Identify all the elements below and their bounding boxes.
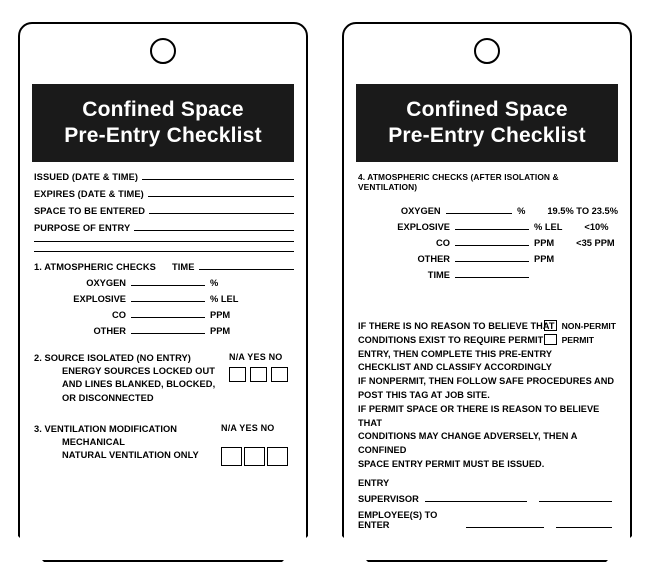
fill-rule[interactable]: [455, 260, 529, 262]
paragraph-line: IF PERMIT SPACE OR THERE IS REASON TO BELIEVE THAT: [358, 403, 600, 428]
checkbox-na[interactable]: [229, 367, 246, 382]
left-tag-body: [34, 172, 294, 552]
section-1-heading: [34, 262, 294, 272]
gas-label: OXYGEN: [400, 206, 441, 216]
section-4-title: 4. ATMOSPHERIC CHECKS (AFTER ISOLATION & VENTILATION): [358, 172, 559, 192]
instructions-paragraph-wide: [358, 375, 618, 472]
paragraph-line: ENTRY, THEN COMPLETE THIS PRE-ENTRY: [358, 348, 553, 359]
field-row: [34, 189, 294, 199]
instructions-paragraph: [358, 320, 558, 375]
gas-limit: <10%: [584, 222, 609, 232]
checkbox-non-permit[interactable]: [544, 320, 557, 331]
signature-label: ENTRY: [358, 477, 390, 488]
header-line-2: Pre-Entry Checklist: [388, 124, 586, 147]
left-tag: [18, 22, 308, 562]
gas-label: OTHER: [417, 254, 450, 264]
field-label: ISSUED (DATE & TIME): [34, 172, 139, 182]
field-label: EXPIRES (DATE & TIME): [34, 189, 144, 199]
fill-rule[interactable]: [466, 526, 544, 528]
paragraph-line: IF NONPERMIT, THEN FOLLOW SAFE PROCEDURES AND: [358, 376, 615, 387]
header-line-1: Confined Space: [82, 98, 244, 122]
option-non-permit[interactable]: [544, 320, 616, 331]
section-2-choices-label: N/A YES NO: [229, 352, 283, 362]
section-2-title: 2. SOURCE ISOLATED (NO ENTRY): [34, 353, 191, 363]
fill-rule[interactable]: [149, 212, 294, 214]
fill-rule[interactable]: [446, 212, 512, 214]
gas-row: [34, 310, 294, 320]
checkbox-no[interactable]: [271, 367, 288, 382]
gas-limit: <35 PPM: [576, 238, 615, 248]
signature-label: SUPERVISOR: [358, 493, 419, 504]
section-2-line: ENERGY SOURCES LOCKED OUT: [62, 366, 215, 377]
checkbox-no[interactable]: [267, 447, 288, 466]
fill-rule[interactable]: [131, 316, 205, 318]
signature-label: EMPLOYEE(S) TO ENTER: [358, 509, 438, 530]
gas-row: [358, 254, 618, 264]
section-3-checkboxes: [221, 447, 288, 466]
checkbox-permit[interactable]: [544, 334, 557, 345]
right-tag-body: [358, 172, 618, 552]
section-2-line: AND LINES BLANKED, BLOCKED,: [62, 379, 216, 390]
permit-options: [544, 320, 616, 345]
right-tag-header: [356, 84, 618, 162]
gas-row: [358, 238, 618, 248]
fill-rule[interactable]: [34, 250, 294, 252]
option-permit[interactable]: [544, 334, 616, 345]
section-3-title: 3. VENTILATION MODIFICATION: [34, 423, 178, 434]
field-row: [34, 172, 294, 182]
header-line-1: Confined Space: [406, 98, 568, 122]
section-3-line: NATURAL VENTILATION ONLY: [62, 450, 199, 461]
gas-label: CO: [436, 238, 450, 248]
signature-block: [358, 478, 618, 530]
header-line-2: Pre-Entry Checklist: [64, 124, 262, 147]
checkbox-yes[interactable]: [250, 367, 267, 382]
fill-rule[interactable]: [148, 195, 294, 197]
checkbox-yes[interactable]: [244, 447, 265, 466]
gas-row: [358, 206, 618, 216]
fill-rule[interactable]: [134, 229, 294, 231]
gas-label: OXYGEN: [86, 278, 126, 288]
paragraph-line: POST THIS TAG AT JOB SITE.: [358, 389, 490, 400]
gas-unit: %: [210, 278, 219, 288]
gas-label: EXPLOSIVE: [73, 294, 126, 304]
paragraph-line: CONDITIONS EXIST TO REQUIRE PERMIT: [358, 334, 544, 345]
paragraph-line: SPACE ENTRY PERMIT MUST BE ISSUED.: [358, 458, 545, 469]
right-tag: [342, 22, 632, 562]
gas-unit: % LEL: [210, 294, 239, 304]
fill-rule[interactable]: [131, 300, 205, 302]
checkbox-na[interactable]: [221, 447, 242, 466]
signature-row: [358, 494, 618, 504]
gas-unit: PPM: [210, 310, 231, 320]
section-3-choices-label: N/A YES NO: [221, 422, 275, 433]
fill-rule[interactable]: [142, 178, 294, 180]
time-row: [358, 270, 618, 280]
fill-rule[interactable]: [455, 244, 529, 246]
fill-rule[interactable]: [34, 240, 294, 242]
gas-unit: %: [517, 206, 526, 216]
gas-label: CO: [112, 310, 126, 320]
gas-label: EXPLOSIVE: [397, 222, 450, 232]
gas-unit: PPM: [534, 254, 555, 264]
left-tag-header: [32, 84, 294, 162]
gas-row: [34, 278, 294, 288]
section-2-line: OR DISCONNECTED: [62, 392, 154, 403]
gas-row: [34, 326, 294, 336]
hang-hole-icon: [474, 38, 500, 64]
gas-row: [358, 222, 618, 232]
option-label: NON-PERMIT: [561, 320, 616, 331]
fill-rule[interactable]: [131, 284, 205, 286]
gas-label: OTHER: [93, 326, 126, 336]
fill-rule[interactable]: [455, 228, 529, 230]
gas-row: [34, 294, 294, 304]
paragraph-line: CONDITIONS MAY CHANGE ADVERSELY, THEN A CONFINED: [358, 431, 578, 456]
paragraph-line: IF THERE IS NO REASON TO BELIEVE THAT: [358, 321, 555, 331]
signature-row: [358, 510, 618, 530]
field-label: SPACE TO BE ENTERED: [34, 206, 146, 216]
section-1-time-label: TIME: [171, 262, 195, 272]
gas-limit: 19.5% TO 23.5%: [547, 206, 618, 216]
section-2: [34, 352, 294, 405]
hang-hole-icon: [150, 38, 176, 64]
fill-rule[interactable]: [556, 526, 612, 528]
field-row: [34, 206, 294, 216]
section-3-line: MECHANICAL: [62, 436, 125, 447]
signature-row: [358, 478, 618, 488]
fill-rule[interactable]: [425, 500, 527, 502]
paragraph-line: CHECKLIST AND CLASSIFY ACCORDINGLY: [358, 362, 552, 373]
fill-rule[interactable]: [199, 268, 294, 270]
classification-block: [358, 320, 618, 472]
field-row: [34, 223, 294, 233]
gas-unit: % LEL: [534, 222, 563, 232]
option-label: PERMIT: [561, 334, 595, 345]
gas-unit: PPM: [534, 238, 555, 248]
time-label: TIME: [427, 270, 450, 280]
field-label: PURPOSE OF ENTRY: [34, 223, 131, 233]
section-3: [34, 423, 294, 466]
section-2-checkboxes: [229, 367, 288, 382]
fill-rule[interactable]: [131, 332, 205, 334]
fill-rule[interactable]: [455, 276, 529, 278]
section-1-title: 1. ATMOSPHERIC CHECKS: [34, 262, 156, 272]
gas-unit: PPM: [210, 326, 231, 336]
fill-rule[interactable]: [539, 500, 612, 502]
